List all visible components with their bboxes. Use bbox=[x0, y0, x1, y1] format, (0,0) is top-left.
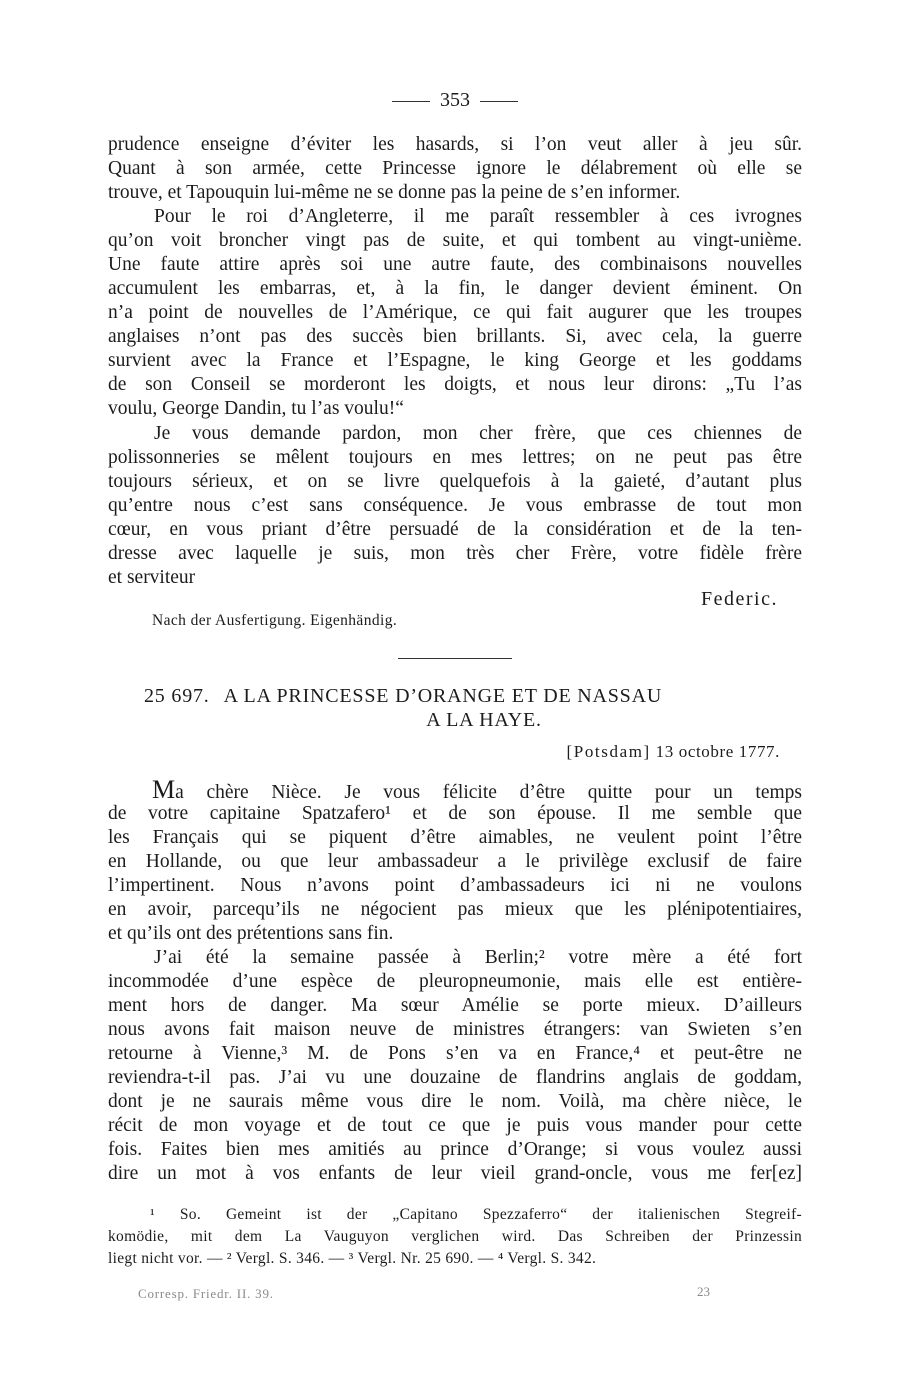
text-line: retourne à Vienne,³ M. de Pons s’en va en France,⁴ et peut-être ne bbox=[108, 1043, 802, 1064]
text-line: incommodée d’une espèce de pleuropneumonie, mais elle est entière- bbox=[108, 971, 802, 992]
text-line: et serviteur bbox=[108, 567, 196, 588]
document-page bbox=[108, 0, 802, 1389]
text-line: dresse avec laquelle je suis, mon très cher Frère, votre fidèle frère bbox=[108, 543, 802, 564]
letter-heading bbox=[144, 684, 784, 732]
footnote-line: ¹ So. Gemeint ist der „Capitano Spezzaferro“ der italienischen Stegreif- bbox=[150, 1206, 802, 1223]
date: 13 octobre 1777. bbox=[655, 742, 780, 761]
text-line: trouve, et Tapouquin lui-même ne se donne pas la peine de s’en informer. bbox=[108, 182, 681, 203]
text-line-first bbox=[108, 775, 802, 805]
text-line: prudence enseigne d’éviter les hasards, si l’on veut aller à jeu sûr. bbox=[108, 134, 802, 155]
text-line: polissonneries se mêlent toujours en mes lettres; on ne peut pas être bbox=[108, 447, 802, 468]
text-line: Pour le roi d’Angleterre, il me paraît ressembler à ces ivrognes bbox=[154, 206, 802, 227]
footnote-line: komödie, mit dem La Vauguyon verglichen wird. Das Schreiben der Prinzessin bbox=[108, 1228, 802, 1245]
text-line: Quant à son armée, cette Princesse ignore le délabrement où elle se bbox=[108, 158, 802, 179]
text-line: fois. Faites bien mes amitiés au prince d’Orange; si vous voulez aussi bbox=[108, 1139, 802, 1160]
text-line: anglaises n’ont pas des succès bien brillants. Si, avec cela, la guerre bbox=[108, 326, 802, 347]
text-line: accumulent les embarras, et, à la fin, le danger devient éminent. On bbox=[108, 278, 802, 299]
dateline bbox=[567, 742, 780, 762]
text-line: Je vous demande pardon, mon cher frère, que ces chiennes de bbox=[154, 423, 802, 444]
text-line: Une faute attire après soi une autre faute, des combinaisons nouvelles bbox=[108, 254, 802, 275]
text-line: qu’entre nous c’est sans conséquence. Je vous embrasse de tout mon bbox=[108, 495, 802, 516]
date-place: [Potsdam] bbox=[566, 742, 651, 761]
footnote-line: liegt nicht vor. — ² Vergl. S. 346. — ³ Vergl. Nr. 25 690. — ⁴ Vergl. S. 342. bbox=[108, 1250, 597, 1267]
letter-title-line2: A LA HAYE. bbox=[426, 709, 542, 731]
text-line: cœur, en vous priant d’être persuadé de la considération et de la ten- bbox=[108, 519, 802, 540]
text-line: et qu’ils ont des prétentions sans fin. bbox=[108, 923, 394, 944]
text-line: de votre capitaine Spatzafero¹ et de son épouse. Il me semble que bbox=[108, 803, 802, 824]
text-line: reviendra-t-il pas. J’ai vu une douzaine de flandrins anglais de goddam, bbox=[108, 1067, 802, 1088]
source-note: Nach der Ausfertigung. Eigenhändig. bbox=[152, 612, 398, 629]
text-line: nous avons fait maison neuve de ministres étrangers: van Swieten s’en bbox=[108, 1019, 802, 1040]
header-dash-right bbox=[480, 101, 518, 102]
text-line: les Français qui se piquent d’être aimables, ne veulent point l’être bbox=[108, 827, 802, 848]
letter-title: A LA PRINCESSE D’ORANGE ET DE NASSAU bbox=[223, 685, 663, 707]
text-line: dire un mot à vos enfants de leur vieil grand-oncle, vous me fer[ez] bbox=[108, 1163, 802, 1184]
text-line: en Hollande, ou que leur ambassadeur a le privilège exclusif de faire bbox=[108, 851, 802, 872]
text-line: ment hors de danger. Ma sœur Amélie se porte mieux. D’ailleurs bbox=[108, 995, 802, 1016]
signature: Federic. bbox=[701, 588, 778, 610]
text-line: voulu, George Dandin, tu l’as voulu!“ bbox=[108, 398, 404, 419]
text-line: toujours sérieux, et on se livre quelquefois à la gaieté, d’autant plus bbox=[108, 471, 802, 492]
drop-initial: M bbox=[152, 775, 176, 804]
header-dash-left bbox=[392, 101, 430, 102]
text-line: survient avec la France et l’Espagne, le king George et les goddams bbox=[108, 350, 802, 371]
section-divider bbox=[398, 658, 512, 659]
text-line: récit de mon voyage et de tout ce que je puis vous mander pour cette bbox=[108, 1115, 802, 1136]
text-line: qu’on voit broncher vingt pas de suite, et qui tombent au vingt-unième. bbox=[108, 230, 802, 251]
footer-signature-mark: Corresp. Friedr. II. 39. bbox=[138, 1286, 274, 1301]
text-line: l’impertinent. Nous n’avons point d’ambassadeurs ici ni ne voulons bbox=[108, 875, 802, 896]
text-line: n’a point de nouvelles de l’Amérique, ce qui fait augurer que les troupes bbox=[108, 302, 802, 323]
footer-sheet-number: 23 bbox=[697, 1284, 710, 1299]
text-line: en avoir, parcequ’ils ne négocient pas mieux que les plénipotentiaires, bbox=[108, 899, 802, 920]
text-line: de son Conseil se morderont les doigts, et nous leur dirons: „Tu l’as bbox=[108, 374, 802, 395]
page-header bbox=[108, 88, 802, 112]
text-line: dont je ne saurais même vous dire le nom. Voilà, ma chère nièce, le bbox=[108, 1091, 802, 1112]
text-line-content: a chère Nièce. Je vous félicite d’être quitte pour un temps bbox=[175, 782, 802, 803]
page-number: 353 bbox=[440, 89, 470, 111]
text-line: J’ai été la semaine passée à Berlin;² votre mère a été fort bbox=[154, 947, 802, 968]
letter-number: 25 697. bbox=[144, 685, 210, 707]
